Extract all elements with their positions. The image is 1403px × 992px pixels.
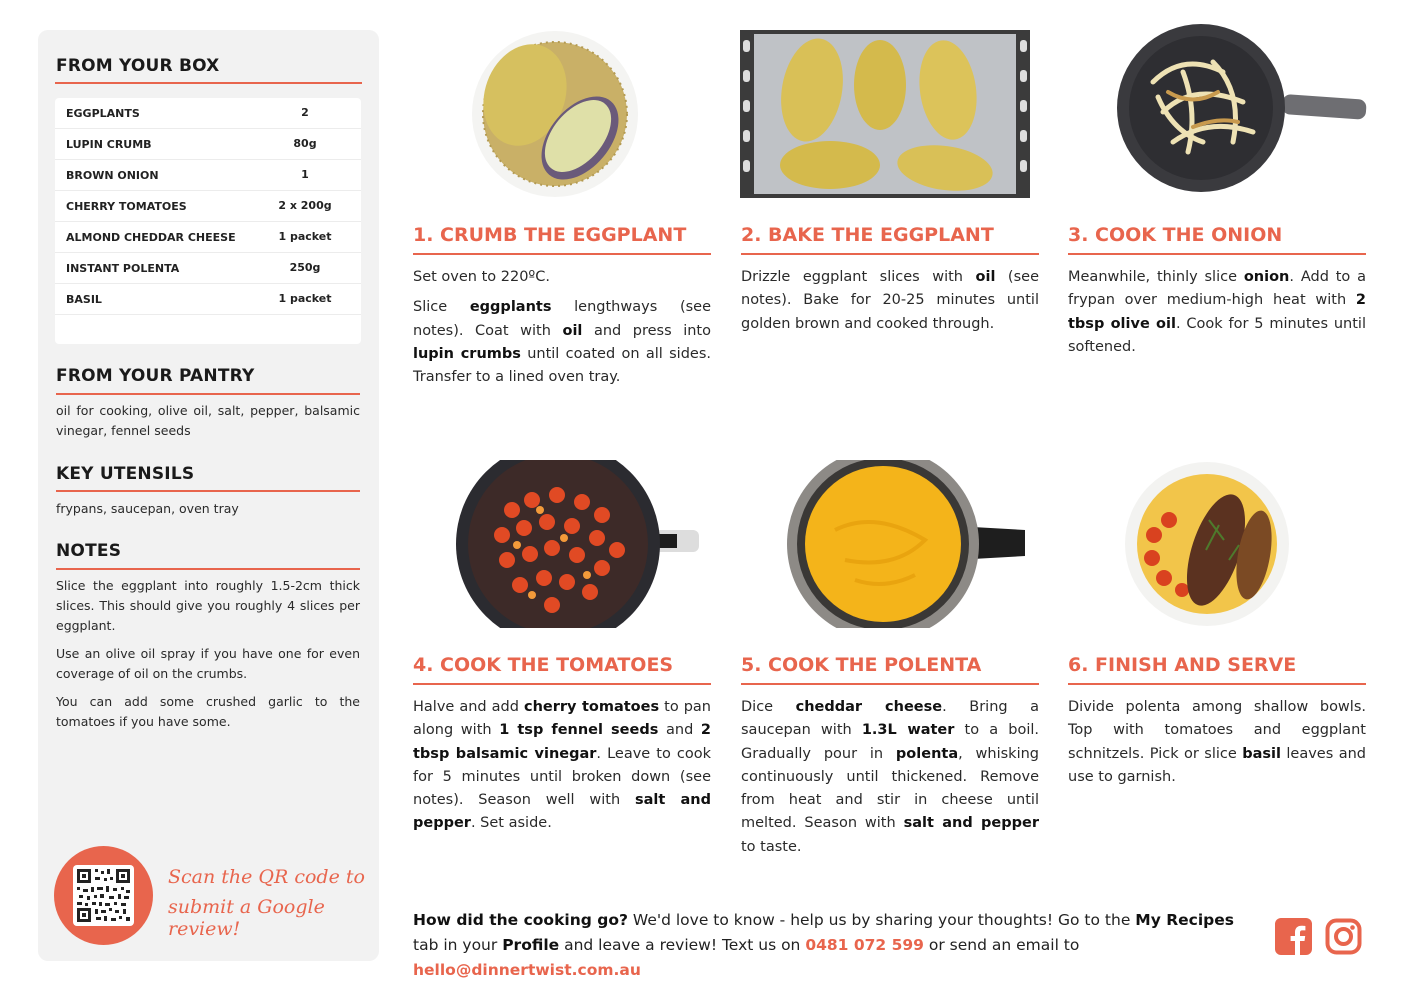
ingredient-quantity: 1 packet	[278, 230, 332, 243]
step-text: . Leave to cook for 5 minutes until broken down (see notes). Season well with	[413, 745, 711, 809]
crumb-eggplant-photo	[470, 30, 640, 198]
ingredient-quantity: 2 x 200g	[278, 199, 332, 212]
ingredient-emphasis: 2 tbsp balsamic vinegar	[413, 722, 712, 762]
ingredient-name: EGGPLANTS	[66, 107, 140, 120]
ingredient-emphasis: oil	[975, 269, 996, 285]
step-text: to a boil. Gradually pour in	[741, 722, 1039, 762]
ingredient-quantity: 80g	[293, 137, 317, 150]
footer-text: and leave a review! Text us on	[559, 936, 806, 954]
step-4-title: 4. COOK THE TOMATOES	[413, 654, 674, 676]
step-text: and press into	[582, 322, 711, 339]
footer-contact-link[interactable]: 0481 072 599	[805, 936, 924, 954]
step-3-title: 3. COOK THE ONION	[1068, 224, 1283, 246]
step-2-body	[741, 266, 1039, 343]
ingredient-emphasis: basil	[1242, 745, 1281, 762]
footer-contact-link[interactable]: hello@dinnertwist.com.au	[413, 961, 641, 979]
step-1-body	[413, 266, 711, 396]
step-text: Meanwhile, thinly slice	[1068, 269, 1244, 285]
notes-heading: NOTES	[56, 541, 122, 561]
step-text: , whisking continuously until thickened. Remove from heat and stir in cheese until melted. Season with	[741, 745, 1039, 832]
notes-heading-rule	[56, 568, 360, 570]
step-text: (see notes). Bake for 20-25 minutes until golden brown and cooked through.	[741, 269, 1039, 332]
step-text: Dice	[741, 699, 796, 715]
step-text: . Cook for 5 minutes until softened.	[1068, 315, 1366, 355]
step-text: to pan along with	[413, 699, 711, 739]
qr-caption-line-1: Scan the QR code to	[168, 866, 365, 888]
instagram-icon[interactable]	[1325, 918, 1362, 955]
box-ingredient-row	[55, 98, 361, 129]
note-2: Use an olive oil spray if you have one for even coverage of oil on the crumbs.	[56, 646, 360, 681]
step-text: lengthways (see notes). Coat with	[413, 299, 711, 339]
step-text: to taste.	[741, 838, 802, 855]
ingredient-name: INSTANT POLENTA	[66, 262, 180, 275]
box-ingredient-row	[55, 191, 361, 222]
ingredient-name: ALMOND CHEDDAR CHEESE	[66, 231, 236, 244]
ingredient-emphasis: salt and pepper	[903, 815, 1040, 832]
footer-emphasis: How did the cooking go?	[413, 911, 628, 929]
step-paragraph	[741, 266, 1039, 336]
step-text: Drizzle eggplant slices with	[741, 269, 976, 285]
footer-text: or send an email to	[923, 936, 1080, 954]
ingredient-name: BASIL	[66, 293, 102, 306]
ingredient-emphasis: onion	[1243, 269, 1290, 285]
cook-polenta-photo	[785, 460, 1030, 628]
box-ingredient-row	[55, 222, 361, 253]
step-text: Slice	[413, 299, 470, 316]
step-2-title: 2. BAKE THE EGGPLANT	[741, 224, 994, 246]
utensils-text: frypans, saucepan, oven tray	[56, 501, 239, 516]
step-text: and	[658, 722, 701, 739]
utensils-heading: KEY UTENSILS	[56, 464, 195, 484]
step-text: until coated on all sides. Transfer to a lined oven tray.	[413, 345, 711, 386]
step-1-rule	[413, 253, 711, 255]
footer-emphasis: My Recipes	[1135, 911, 1234, 929]
step-text: . Add to a frypan over medium-high heat with	[1068, 269, 1366, 309]
qr-caption-line-2: submit a Google review!	[168, 896, 325, 940]
step-paragraph	[1068, 266, 1366, 359]
step-2-rule	[741, 253, 1039, 255]
ingredient-emphasis: cheddar cheese	[795, 699, 943, 715]
step-1-title: 1. CRUMB THE EGGPLANT	[413, 224, 687, 246]
ingredient-emphasis: polenta	[895, 745, 959, 762]
step-text: Divide polenta among shallow bowls. Top with tomatoes and eggplant schnitzels. Pick or slice	[1068, 699, 1366, 762]
ingredient-emphasis: cherry tomatoes	[523, 699, 660, 715]
box-heading-rule	[55, 82, 362, 84]
step-3-rule	[1068, 253, 1366, 255]
note-3: You can add some crushed garlic to the tomatoes if you have some.	[56, 694, 360, 729]
step-paragraph	[1068, 696, 1366, 789]
step-paragraph	[413, 266, 711, 289]
step-paragraph	[413, 296, 711, 389]
ingredients-sidebar	[38, 30, 379, 961]
pantry-text: oil for cooking, olive oil, salt, pepper, balsamic vinegar, fennel seeds	[56, 403, 360, 438]
facebook-icon[interactable]	[1275, 918, 1312, 955]
ingredient-quantity: 2	[301, 106, 309, 119]
box-ingredient-row	[55, 253, 361, 284]
ingredient-quantity: 250g	[289, 261, 321, 274]
box-ingredient-row	[55, 284, 361, 315]
box-ingredient-row	[55, 129, 361, 160]
ingredient-emphasis: 2 tbsp olive oil	[1068, 292, 1366, 332]
step-text: . Set aside.	[470, 815, 552, 832]
ingredient-emphasis: eggplants	[469, 299, 552, 316]
cook-tomatoes-photo	[452, 460, 702, 628]
step-4-body	[413, 696, 711, 843]
step-6-title: 6. FINISH AND SERVE	[1068, 654, 1297, 676]
box-ingredient-row	[55, 160, 361, 191]
step-text: . Bring a saucepan with	[741, 699, 1040, 739]
footer-text: We'd love to know - help us by sharing your thoughts! Go to the	[627, 911, 1136, 929]
pantry-heading: FROM YOUR PANTRY	[56, 366, 255, 386]
box-ingredients-table	[55, 98, 361, 344]
ingredient-quantity: 1	[301, 168, 309, 181]
step-text: Set oven to 220ºC.	[413, 269, 550, 285]
ingredient-name: LUPIN CRUMB	[66, 138, 152, 151]
step-paragraph	[741, 696, 1039, 859]
step-5-rule	[741, 683, 1039, 685]
ingredient-name: CHERRY TOMATOES	[66, 200, 187, 213]
step-6-rule	[1068, 683, 1366, 685]
ingredient-name: BROWN ONION	[66, 169, 159, 182]
step-5-title: 5. COOK THE POLENTA	[741, 654, 982, 676]
step-6-body	[1068, 696, 1366, 796]
ingredient-emphasis: oil	[562, 322, 583, 339]
bake-eggplant-photo	[740, 30, 1030, 198]
footer-emphasis: Profile	[502, 936, 560, 954]
box-heading: FROM YOUR BOX	[56, 56, 220, 76]
step-paragraph	[413, 696, 711, 836]
ingredient-emphasis: lupin crumbs	[413, 345, 521, 362]
qr-badge	[54, 846, 153, 945]
pantry-heading-rule	[56, 393, 360, 395]
step-3-body	[1068, 266, 1366, 366]
note-1: Slice the eggplant into roughly 1.5-2cm thick slices. This should give you roughly 4 slices per eggplant.	[56, 578, 360, 633]
finish-serve-photo	[1124, 460, 1290, 628]
step-text: Halve and add	[413, 699, 524, 715]
ingredient-emphasis: salt and pepper	[413, 792, 712, 832]
ingredient-emphasis: 1.3L water	[861, 722, 955, 739]
utensils-heading-rule	[56, 490, 360, 492]
step-5-body	[741, 696, 1039, 866]
cook-onion-photo	[1113, 22, 1369, 194]
ingredient-emphasis: 1 tsp fennel seeds	[499, 722, 659, 739]
step-text: leaves and use to garnish.	[1068, 745, 1366, 785]
ingredient-quantity: 1 packet	[278, 292, 332, 305]
qr-code-icon[interactable]	[73, 865, 134, 926]
review-footer	[413, 908, 1263, 983]
step-4-rule	[413, 683, 711, 685]
footer-text: tab in your	[413, 936, 503, 954]
